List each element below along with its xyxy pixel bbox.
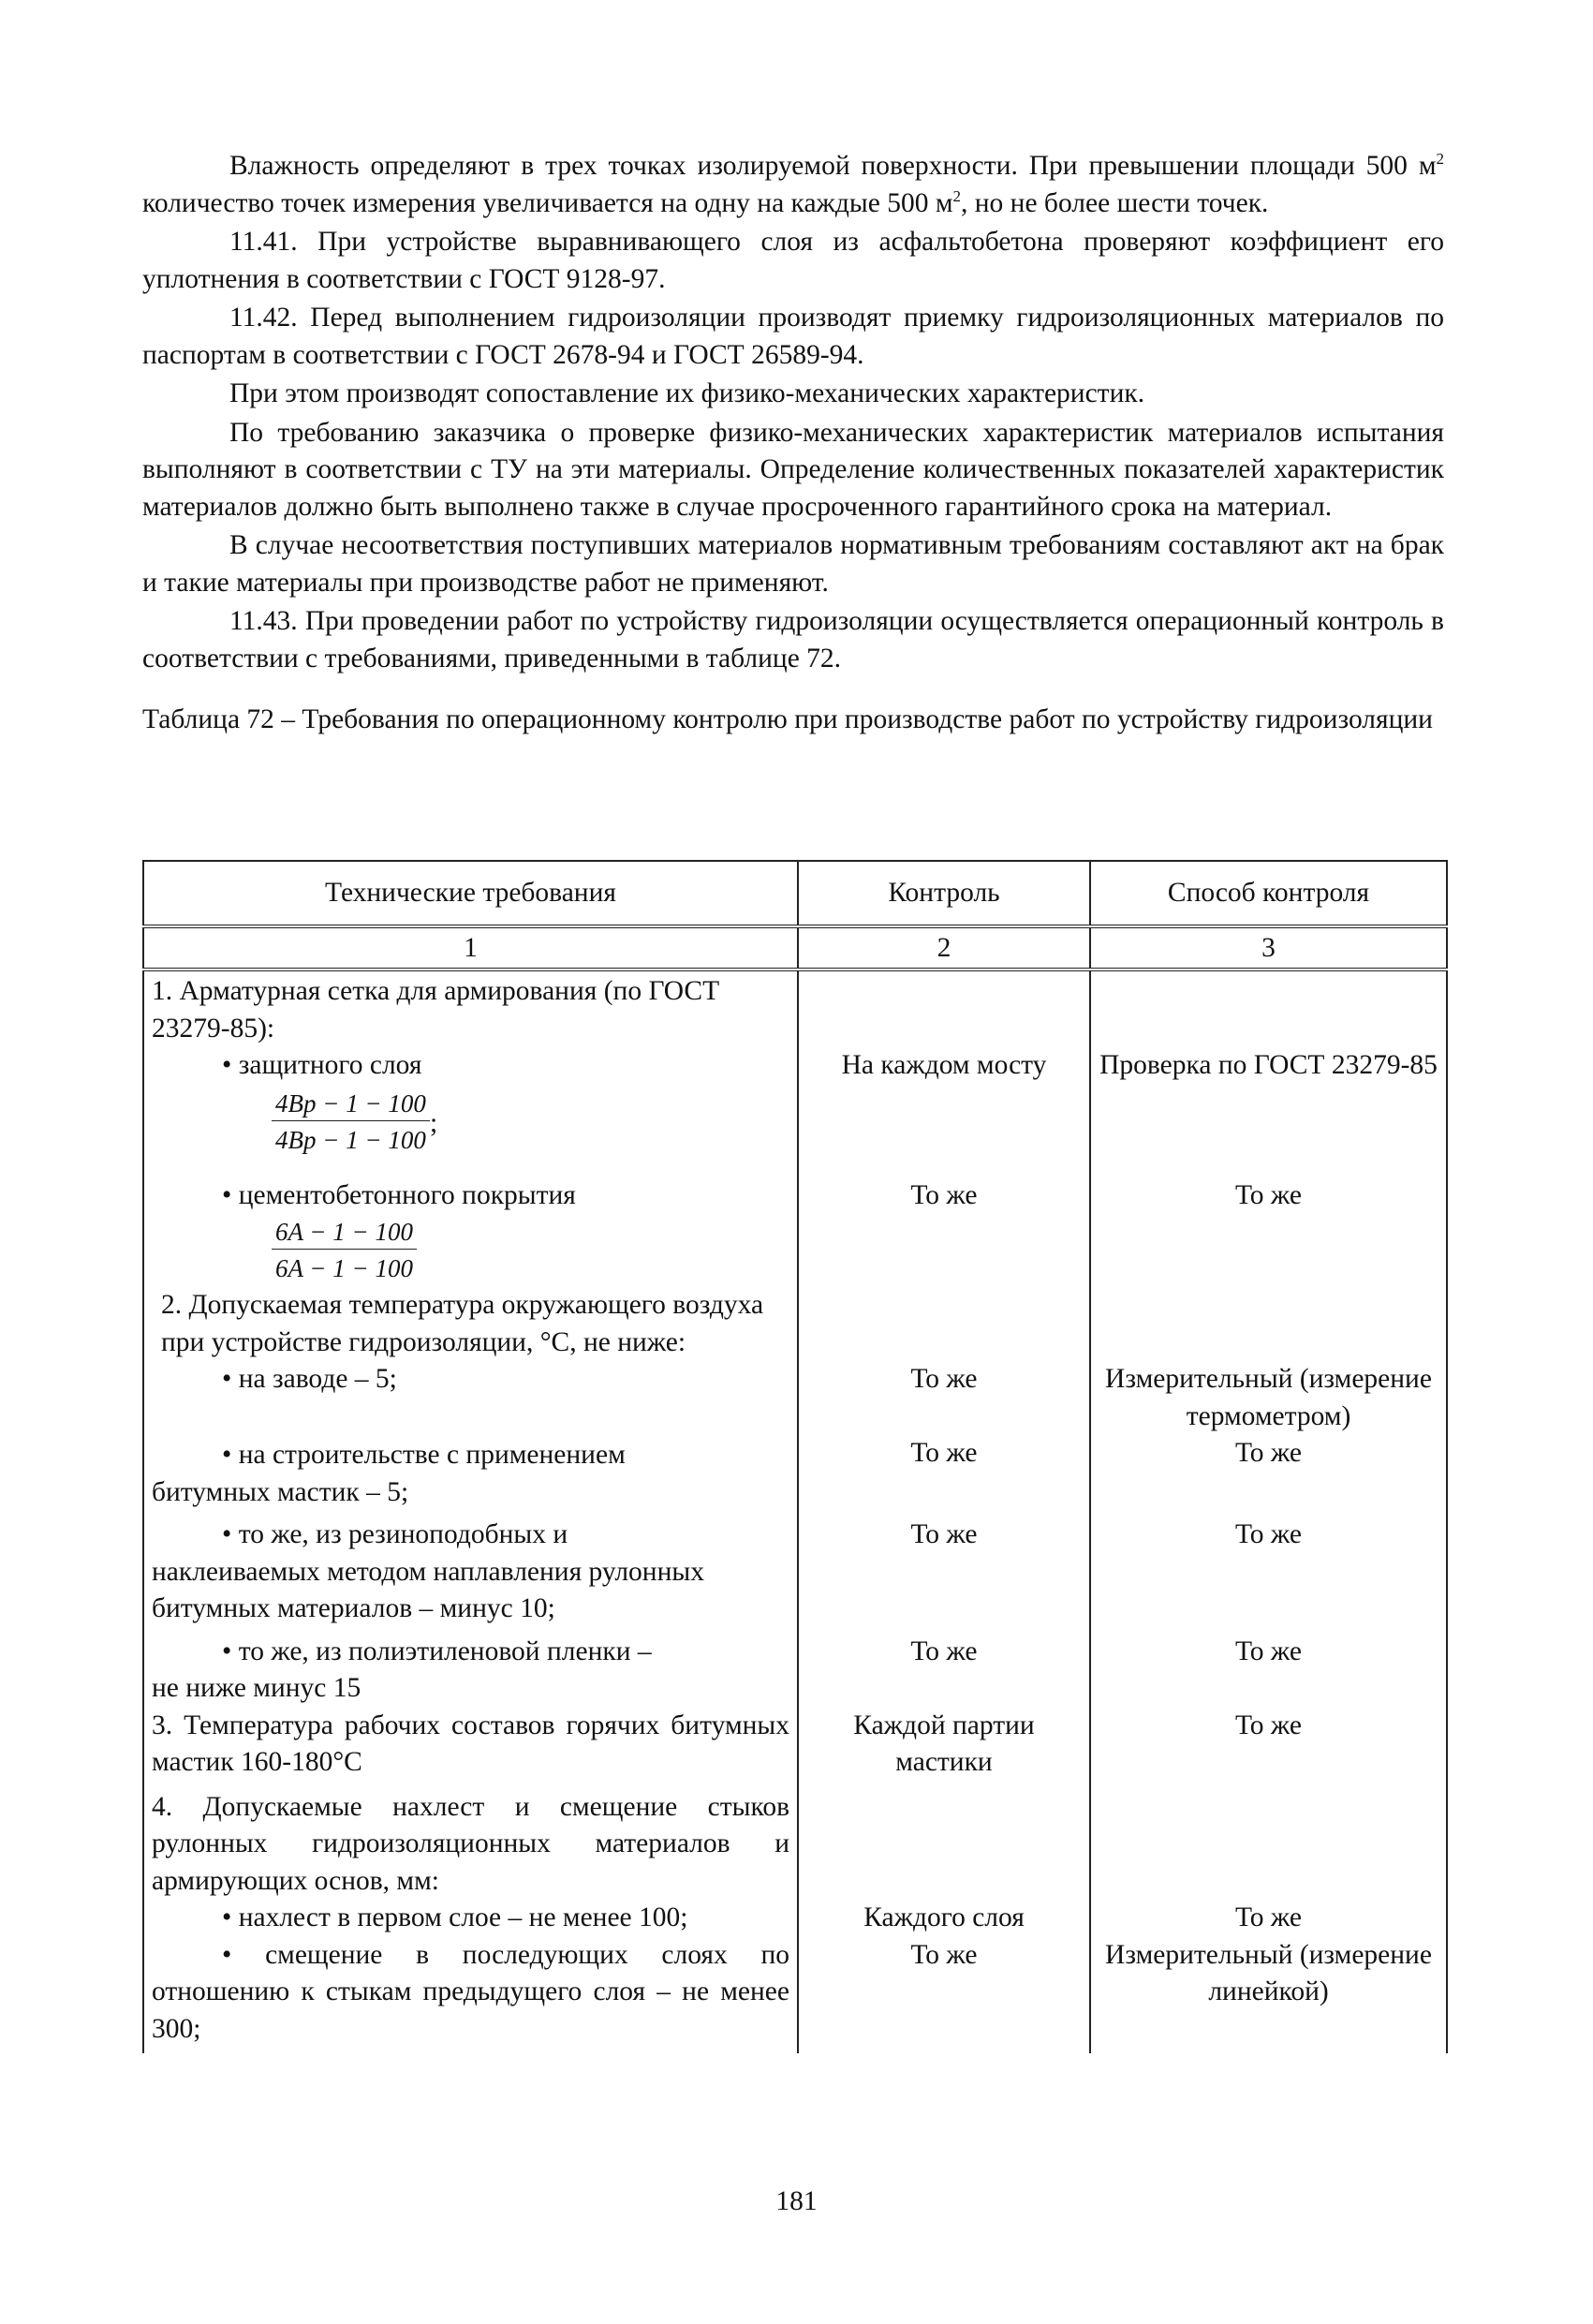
- row-1b-control: То же: [798, 1164, 1090, 1287]
- row-3-requirement: 3. Температура рабочих составов горячих битумных мастик 160-180°С: [143, 1708, 798, 1782]
- row-4b-requirement: • смещение в последующих слоях по отношению к стыкам предыдущего слоя – не менее 300;: [143, 1937, 798, 2054]
- table-row: [143, 1164, 1447, 1287]
- row-1b-requirement: [143, 1164, 798, 1287]
- column-number: 1: [143, 926, 798, 970]
- table-row: [143, 1628, 1447, 1708]
- row-2d-method: То же: [1090, 1628, 1447, 1708]
- row-2d-requirement: • то же, из полиэтиленовой пленки – не ниже минус 15: [143, 1628, 798, 1708]
- row-2c-control: То же: [798, 1511, 1090, 1628]
- column-number: 3: [1090, 926, 1447, 970]
- row-3-control: Каждой партии мастики: [798, 1708, 1090, 1782]
- mesh-formula: $\frac{6A - 1 - 100}{6A - 1 - 100}$: [272, 1217, 417, 1283]
- row-2c-requirement: • то же, из резиноподобных и наклеиваемых методом наплавления рулонных битумных материалов – минус 10;: [143, 1511, 798, 1628]
- table-row: [143, 1361, 1447, 1435]
- table-row: [143, 1511, 1447, 1628]
- table-row: [143, 1782, 1447, 1901]
- row-1a-method: Проверка по ГОСТ 23279-85: [1090, 1047, 1447, 1164]
- paragraph-11-43: 11.43. При проведении работ по устройству гидроизоляции осуществляется операционный контроль в соответствии с требованиями, приведенными в таблице 72.: [142, 606, 1444, 674]
- row-3-method: То же: [1090, 1708, 1447, 1782]
- row-2a-requirement: • на заводе – 5;: [143, 1361, 798, 1435]
- paragraph-comparison: При этом производят сопоставление их физико-механических характеристик.: [229, 378, 1145, 408]
- paragraph-customer-request: По требованию заказчика о проверке физико-механических характеристик материалов испытания выполняют в соответствии с ТУ на эти материалы. Определение количественных показателей характеристик материалов должно быть выполнено также в случае просроченного гарантийного срока на материал.: [142, 417, 1444, 522]
- row-2d-control: То же: [798, 1628, 1090, 1708]
- table-row: [143, 1287, 1447, 1361]
- table-row: [143, 1937, 1447, 2054]
- paragraph-11-41: 11.41. При устройстве выравнивающего слоя из асфальтобетона проверяют коэффициент его уплотнения в соответствии с ГОСТ 9128-97.: [142, 227, 1444, 294]
- document-text: [142, 148, 1444, 766]
- header-control: Контроль: [798, 861, 1090, 926]
- column-number-row: [143, 926, 1447, 970]
- column-number: 2: [798, 926, 1090, 970]
- row-4a-method: То же: [1090, 1900, 1447, 1937]
- header-technical-requirements: Технические требования: [143, 861, 798, 926]
- row-4a-control: Каждого слоя: [798, 1900, 1090, 1937]
- page-number: 181: [775, 2186, 818, 2216]
- table-caption: Таблица 72 – Требования по операционному контролю при производстве работ по устройству гидроизоляции: [142, 704, 1433, 734]
- row-2a-method: Измерительный (измерение термометром): [1090, 1361, 1447, 1435]
- row-2b-control: То же: [798, 1435, 1090, 1511]
- row-1a-requirement: • защитного слоя $\frac{4Bp - 1 - 100}{4Bp - 1 - 100}$ ;: [143, 1047, 798, 1164]
- row-1b-label: • цементобетонного покрытия: [222, 1180, 576, 1210]
- row-2a-control: То же: [798, 1361, 1090, 1435]
- row-4b-method: Измерительный (измерение линейкой): [1090, 1937, 1447, 2054]
- row-1-title: 1. Арматурная сетка для армирования (по ГОСТ 23279-85):: [143, 970, 798, 1047]
- row-1a-control: На каждом мосту: [798, 1047, 1090, 1164]
- paragraph-nonconformity: В случае несоответствия поступивших материалов нормативным требованиям составляют акт на брак и такие материалы при производстве работ не применяют.: [142, 530, 1444, 598]
- table-header-row: [143, 861, 1447, 926]
- table-row: [143, 1435, 1447, 1511]
- row-2b-requirement: • на строительстве с применением битумных мастик – 5;: [143, 1435, 798, 1511]
- row-4b-control: То же: [798, 1937, 1090, 2054]
- header-control-method: Способ контроля: [1090, 861, 1447, 926]
- row-2c-method: То же: [1090, 1511, 1447, 1628]
- row-1b-method: То же: [1090, 1164, 1447, 1287]
- row-2b-method: То же: [1090, 1435, 1447, 1511]
- table-row: [143, 1047, 1447, 1164]
- row-4-title: 4. Допускаемые нахлест и смещение стыков рулонных гидроизоляционных материалов и армирующих основ, мм:: [143, 1782, 798, 1901]
- mesh-formula: $\frac{4Bp - 1 - 100}{4Bp - 1 - 100}$: [272, 1088, 430, 1155]
- paragraph-humidity: Влажность определяют в трех точках изолируемой поверхности. При превышении площади 500 $м^2$ количество точек измерения увеличивается на одну на каждые 500 $м^2$, но не более шести точек.: [142, 150, 1444, 218]
- table-row: [143, 1900, 1447, 1937]
- row-1a-label: • защитного слоя: [222, 1050, 422, 1080]
- row-4a-requirement: • нахлест в первом слое – не менее 100;: [143, 1900, 798, 1937]
- operational-control-table: [142, 860, 1448, 2053]
- paragraph-11-42: 11.42. Перед выполнением гидроизоляции производят приемку гидроизоляционных материалов по паспортам в соответствии с ГОСТ 2678-94 и ГОСТ 26589-94.: [142, 303, 1444, 370]
- row-2-title: 2. Допускаемая температура окружающего воздуха при устройстве гидроизоляции, °С, не ниже:: [143, 1287, 798, 1361]
- table-row: [143, 1708, 1447, 1782]
- table-row: [143, 970, 1447, 1047]
